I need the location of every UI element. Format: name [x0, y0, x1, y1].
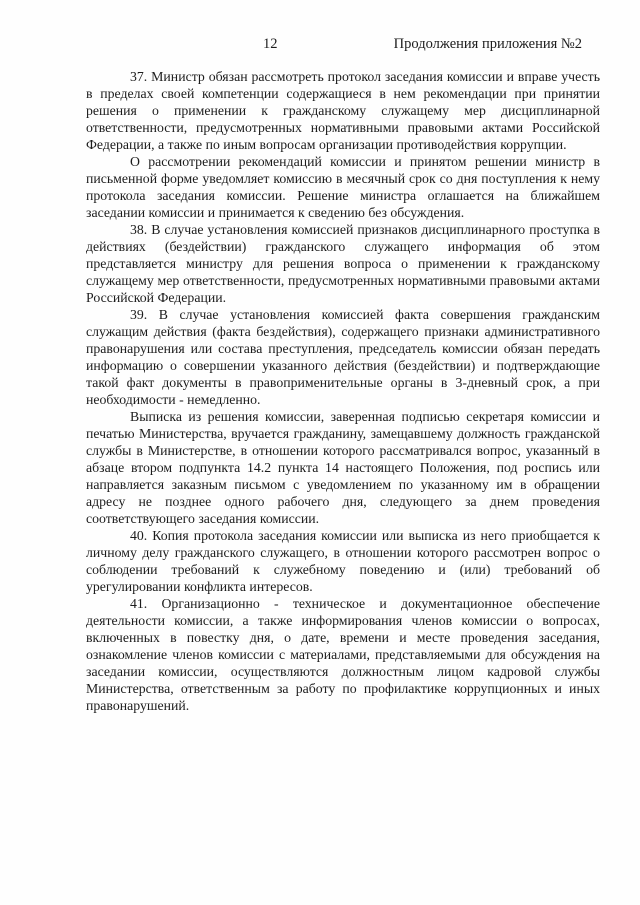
- paragraph-40: 40. Копия протокола заседания комиссии или выписка из него приобщается к личному делу гражданского служащего, в отношении которого рассмотрен вопрос о соблюдении требований к служебному поведению и (или) требований об урегулировании конфликта интересов.: [86, 528, 600, 594]
- paragraph-41: 41. Организационно - техническое и документационное обеспечение деятельности комиссии, а также информирования членов комиссии о вопросах, включенных в повестку дня, о дате, времени и месте проведения заседания, ознакомление членов комиссии с материалами, представляемыми для обсуждения на заседании комиссии, осуществляются должностным лицом кадровой службы Министерства, ответственным за работу по профилактике коррупционных и иных правонарушений.: [86, 596, 600, 713]
- paragraph-37-decision: О рассмотрении рекомендаций комиссии и принятом решении министр в письменной форме уведомляет комиссию в месячный срок со дня поступления к нему протокола заседания комиссии. Решение министра оглашается на ближайшем заседании комиссии и принимается к сведению без обсуждения.: [86, 154, 600, 220]
- paragraph-37: 37. Министр обязан рассмотреть протокол заседания комиссии и вправе учесть в пределах своей компетенции содержащиеся в нем рекомендации при принятии решения о применении к гражданскому служащему мер дисциплинарной ответственности, предусмотренных нормативными правовыми актами Российской Федерации, а также по иным вопросам организации противодействия коррупции.: [86, 69, 600, 152]
- paragraph-39-extract: Выписка из решения комиссии, заверенная подписью секретаря комиссии и печатью Министерства, вручается гражданину, замещавшему должность гражданской службы в Министерстве, в отношении которого рассматривался вопрос, указанный в абзаце втором подпункта 14.2 пункта 14 настоящего Положения, под роспись или направляется заказным письмом с уведомлением по указанному им в обращении адресу не позднее одного рабочего дня, следующего за днем проведения соответствующего заседания комиссии.: [86, 409, 600, 526]
- document-body: [86, 68, 600, 714]
- paragraph-38: 38. В случае установления комиссией признаков дисциплинарного проступка в действиях (бездействии) гражданского служащего информация об этом представляется министру для решения вопроса о применении к гражданскому служащему мер ответственности, предусмотренных нормативными правовыми актами Российской Федерации.: [86, 222, 600, 305]
- page-number: 12: [263, 36, 278, 52]
- appendix-header: Продолжения приложения №2: [393, 36, 582, 52]
- paragraph-39: 39. В случае установления комиссией факта совершения гражданским служащим действия (факта бездействия), содержащего признаки административного правонарушения или состава преступления, председатель комиссии обязан передать информацию о совершении указанного действия (бездействии) и подтверждающие такой факт документы в правоприменительные органы в 3-дневный срок, а при необходимости - немедленно.: [86, 307, 600, 407]
